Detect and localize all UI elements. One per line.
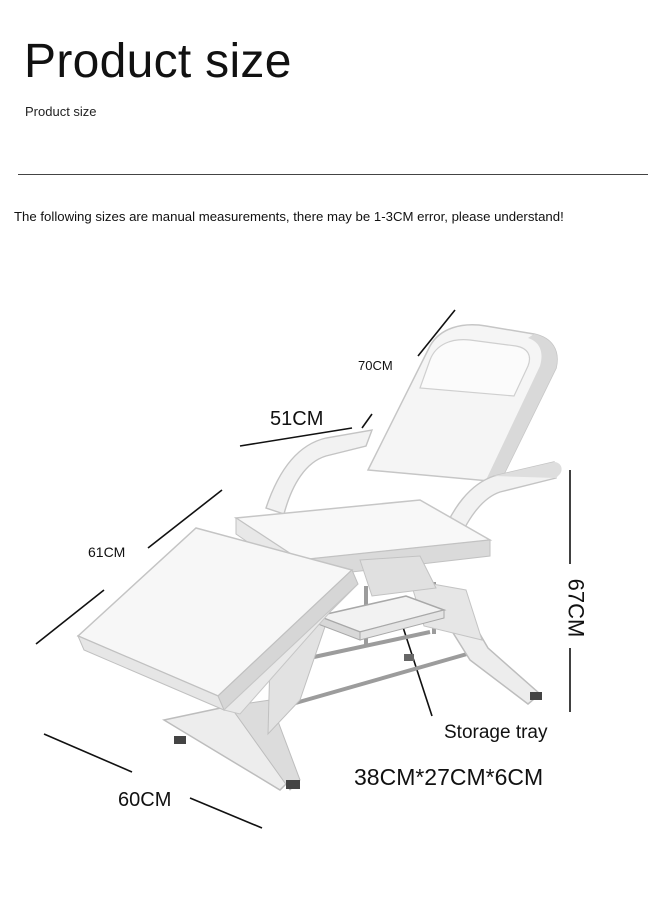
dimension-label-67cm: 67CM (563, 578, 589, 638)
measurement-note: The following sizes are manual measurements, there may be 1-3CM error, please understand! (14, 209, 564, 224)
dimension-label-60cm: 60CM (118, 789, 172, 811)
storage-tray-size: 38CM*27CM*6CM (354, 764, 544, 790)
storage-tray-label: Storage tray (444, 722, 548, 743)
page-subtitle: Product size (25, 104, 97, 119)
chair-backrest (368, 325, 557, 482)
dimension-label-70cm: 70CM (358, 358, 393, 373)
dimension-label-51cm: 51CM (270, 408, 324, 430)
dimension-label-61cm: 61CM (88, 544, 126, 560)
page-title: Product size (24, 35, 292, 88)
